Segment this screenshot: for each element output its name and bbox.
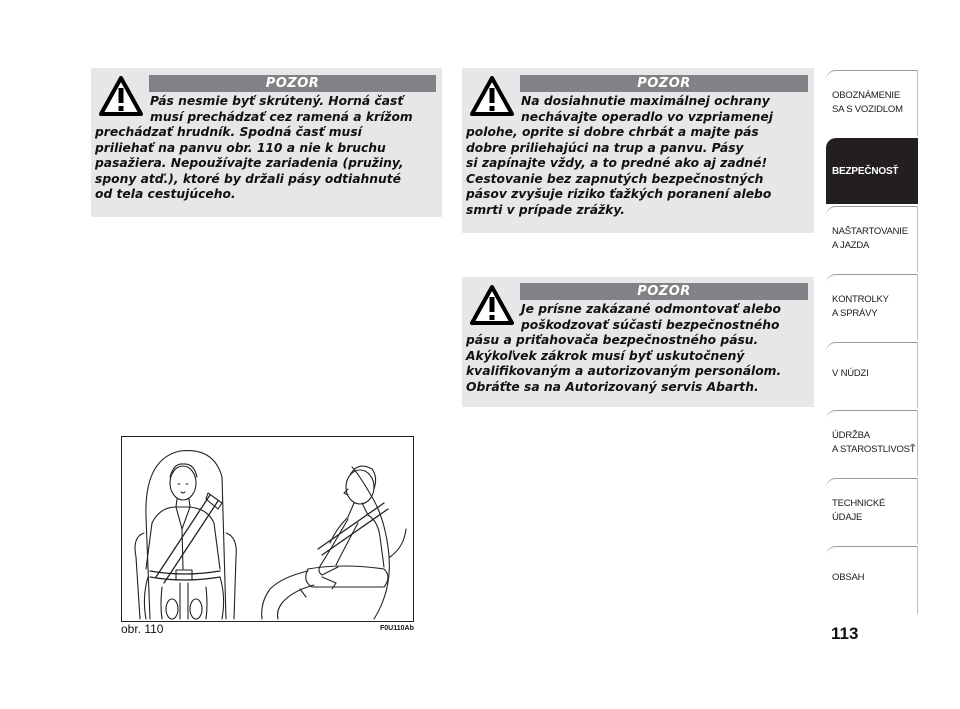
tab-label: TECHNICKÉ bbox=[832, 498, 886, 509]
text-line: od tela cestujúceho. bbox=[95, 187, 236, 201]
warning-box-tampering bbox=[462, 277, 814, 407]
text-line: nechávajte operadlo vo vzpriamenej bbox=[521, 109, 773, 124]
text-line: si zapínajte vždy, a to predné ako aj zadné! bbox=[466, 156, 768, 170]
tab-label: A JAZDA bbox=[832, 240, 870, 251]
warning-heading: POZOR bbox=[520, 75, 808, 92]
warning-box-seatbelt-twist bbox=[91, 68, 442, 217]
text-line: Je prísne zakázané odmontovať alebo bbox=[521, 302, 781, 316]
text-line: prechádzať hrudník. Spodná časť musí bbox=[95, 125, 362, 139]
tab-label: KONTROLKY bbox=[832, 294, 889, 305]
text-line: priliehať na panvu obr. 110 a nie k bruchu bbox=[95, 140, 386, 155]
tab-oboznamenie[interactable] bbox=[826, 70, 918, 136]
tab-v-nudzi[interactable] bbox=[826, 342, 918, 408]
text-line: smrti v prípade zrážky. bbox=[466, 202, 625, 217]
warning-heading: POZOR bbox=[520, 283, 808, 300]
tab-label: OBSAH bbox=[832, 572, 865, 583]
text-line: polohe, oprite si dobre chrbát a majte pás bbox=[466, 125, 759, 139]
warning-text bbox=[466, 302, 812, 395]
text-line: Cestovanie bez zapnutých bezpečnostných bbox=[466, 171, 764, 186]
text-line: musí prechádzať cez ramená a krížom bbox=[150, 109, 413, 124]
warning-heading: POZOR bbox=[149, 75, 436, 92]
seatbelt-illustration bbox=[121, 436, 414, 622]
text-line: Obráťte sa na Autorizovaný servis Abarth. bbox=[466, 379, 759, 394]
text-line: spony atď.), ktoré by držali pásy odtiahnuté bbox=[95, 171, 402, 186]
tab-label: OBOZNÁMENIE bbox=[832, 90, 901, 101]
tab-label: SA S VOZIDLOM bbox=[832, 104, 903, 115]
tab-label: V NÚDZI bbox=[832, 368, 869, 379]
tab-obsah[interactable] bbox=[826, 546, 918, 614]
tab-label: BEZPEČNOSŤ bbox=[832, 166, 899, 177]
tab-label: A STAROSTLIVOSŤ bbox=[832, 444, 916, 455]
tab-bezpecnost[interactable] bbox=[826, 138, 918, 204]
tab-nastartovanie[interactable] bbox=[826, 206, 918, 272]
seated-passengers-illustration bbox=[122, 437, 413, 621]
warning-text bbox=[95, 94, 440, 203]
text-line: pasažiera. Nepoužívajte zariadenia (pružiny, bbox=[95, 156, 404, 170]
text-line: Na dosiahnutie maximálnej ochrany bbox=[521, 94, 770, 108]
tab-udrzba[interactable] bbox=[826, 410, 918, 476]
page-number: 113 bbox=[831, 624, 859, 643]
text-line: pásu a priťahovača bezpečnostného pásu. bbox=[466, 333, 759, 347]
figure-code: F0U110Ab bbox=[380, 625, 414, 632]
text-line: dobre priliehajúci na trup a panvu. Pásy bbox=[466, 140, 744, 155]
tab-label: A SPRÁVY bbox=[832, 308, 878, 319]
figure-caption: obr. 110 bbox=[121, 622, 164, 636]
tab-kontrolky[interactable] bbox=[826, 274, 918, 340]
text-line: Pás nesmie byť skrútený. Horná časť bbox=[150, 94, 404, 108]
text-line: kvalifikovaným a autorizovaným personálom. bbox=[466, 364, 782, 378]
text-line: pásov zvyšuje riziko ťažkých poranení alebo bbox=[466, 187, 772, 201]
tab-label: ÚDRŽBA bbox=[832, 430, 870, 441]
text-line: poškodzovať súčasti bezpečnostného bbox=[521, 317, 780, 332]
warning-text bbox=[466, 94, 812, 218]
warning-box-seatback bbox=[462, 68, 814, 233]
tab-technicke-udaje[interactable] bbox=[826, 478, 918, 544]
text-line: Akýkoľvek zákrok musí byť uskutočnený bbox=[466, 348, 745, 363]
tab-label: ÚDAJE bbox=[832, 512, 863, 523]
tab-label: NAŠTARTOVANIE bbox=[832, 226, 908, 237]
